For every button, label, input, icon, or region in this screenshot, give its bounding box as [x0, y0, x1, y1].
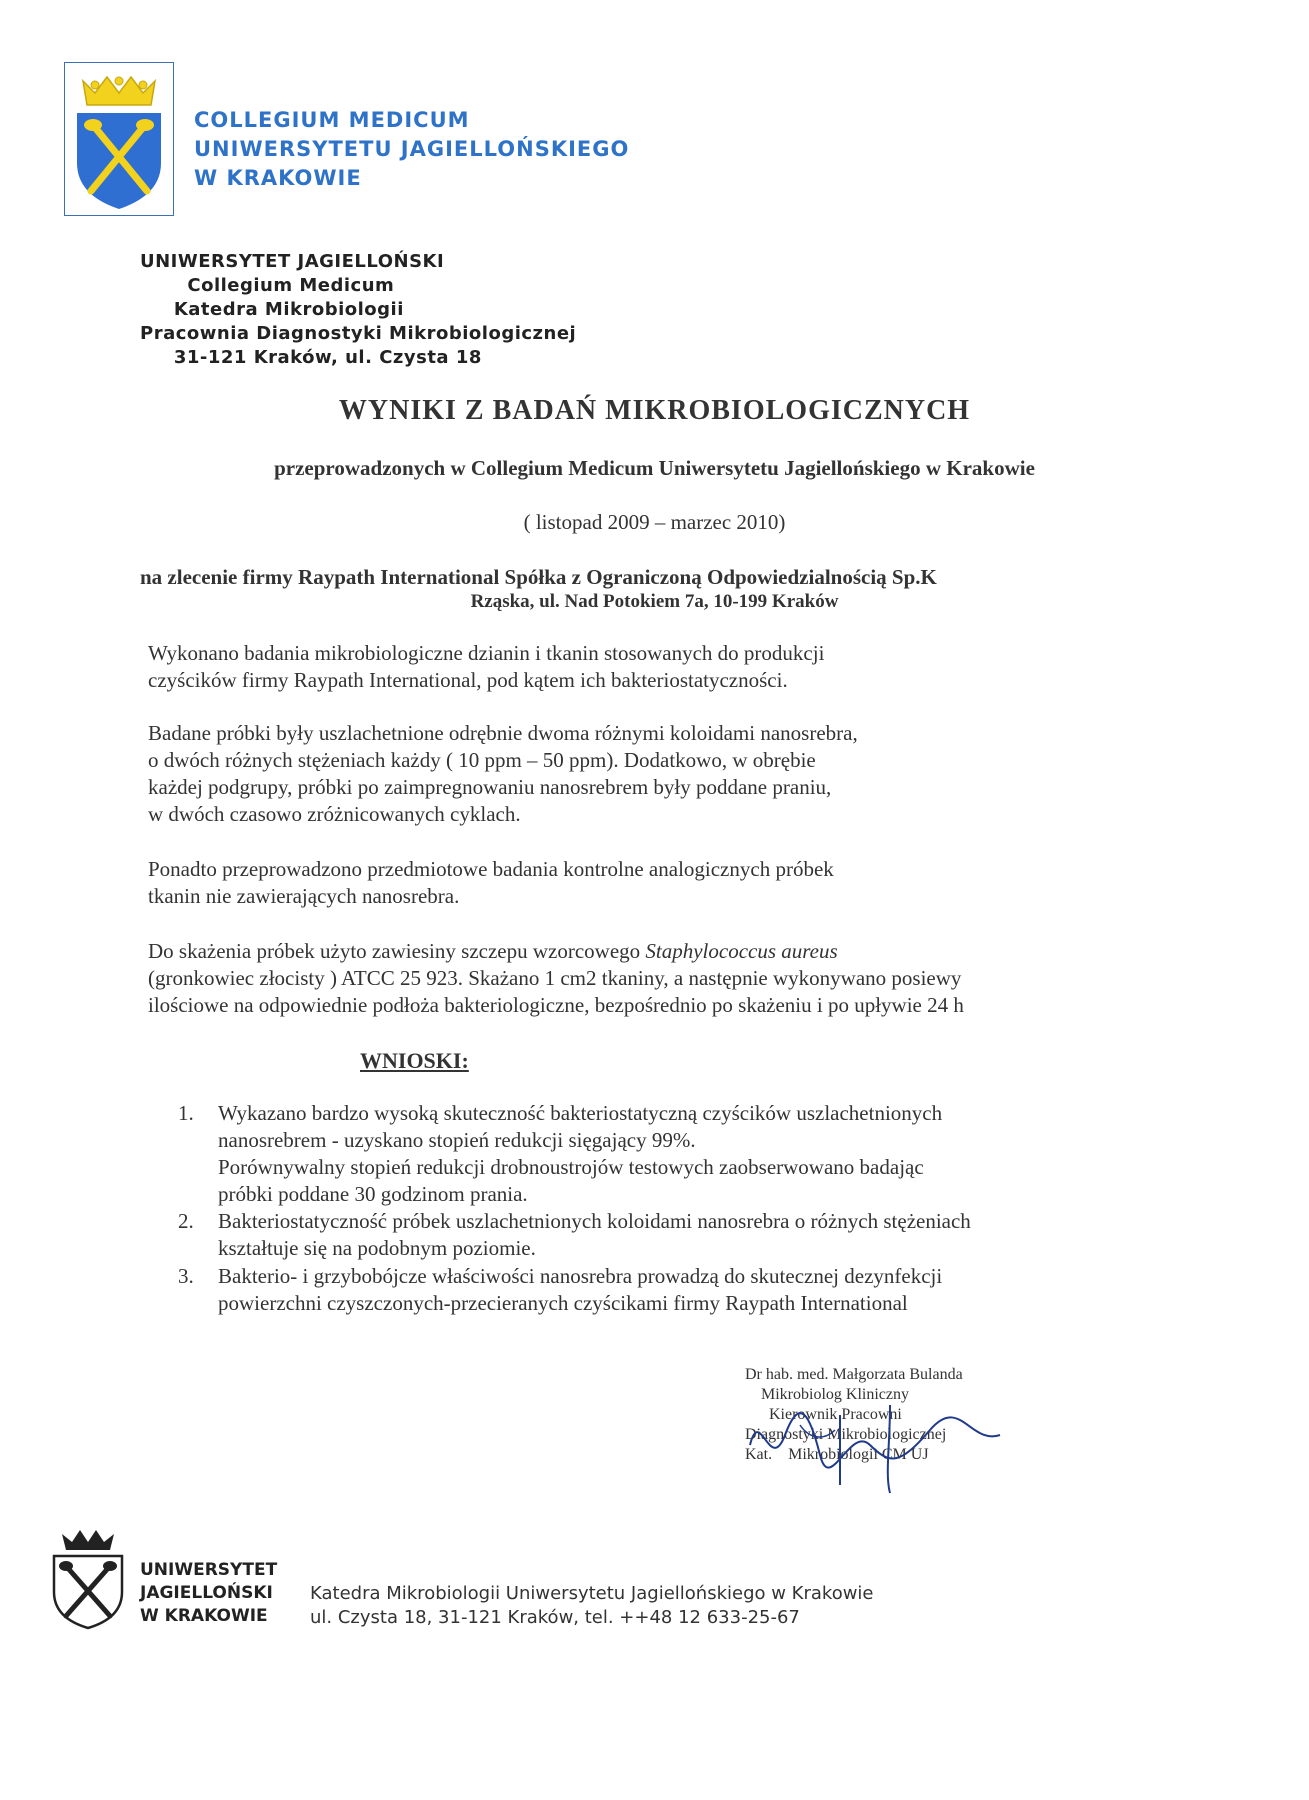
- paragraph-line: Wykonano badania mikrobiologiczne dzianin i tkanin stosowanych do produkcji: [148, 641, 825, 665]
- footer-name-line: W KRAKOWIE: [140, 1606, 268, 1626]
- paragraph-line: ilościowe na odpowiednie podłoża bakteriologiczne, bezpośrednio po skażeniu i po upływie 24 h: [148, 993, 964, 1017]
- client-address: Rząska, ul. Nad Potokiem 7a, 10-199 Kraków: [470, 591, 839, 612]
- document-subtitle: przeprowadzonych w Collegium Medicum Uniwersytetu Jagiellońskiego w Krakowie: [274, 456, 1035, 480]
- stamp-line: Diagnostyki Mikrobiologicznej: [745, 1426, 947, 1443]
- footer-university-name: [140, 1559, 277, 1628]
- footer-crest: [48, 1520, 128, 1630]
- conclusion-line: nanosrebrem - uzyskano stopień redukcji sięgający 99%.: [218, 1128, 696, 1152]
- address-line: Katedra Mikrobiologii: [140, 299, 404, 320]
- conclusion-item: [178, 1263, 1128, 1319]
- conclusion-number: 1.: [178, 1101, 194, 1125]
- document-title: WYNIKI Z BADAŃ MIKROBIOLOGICZNYCH: [338, 395, 971, 426]
- logo-line-3: W KRAKOWIE: [194, 166, 362, 190]
- logo-line-2: UNIWERSYTETU JAGIELLOŃSKIEGO: [194, 137, 630, 161]
- footer-name-line: UNIWERSYTET: [140, 1560, 278, 1580]
- conclusion-line: próbki poddane 30 godzinom prania.: [218, 1182, 528, 1206]
- paragraph-scope: [148, 640, 1128, 694]
- crest-icon: [65, 63, 173, 215]
- crest-logo-frame: [64, 62, 174, 216]
- address-line: Pracownia Diagnostyki Mikrobiologicznej: [140, 323, 577, 344]
- study-period: ( listopad 2009 – marzec 2010): [523, 510, 786, 534]
- conclusion-number: 2.: [178, 1209, 194, 1233]
- footer-address-line: ul. Czysta 18, 31-121 Kraków, tel. ++48 12 633-25-67: [310, 1607, 800, 1628]
- stamp-line: Kat. Mikrobiologii CM UJ: [745, 1446, 929, 1463]
- stamp-line: Kierownik Pracowni: [745, 1406, 902, 1423]
- paragraph-line: Ponadto przeprowadzono przedmiotowe badania kontrolne analogicznych próbek: [148, 857, 834, 881]
- paragraph-line: tkanin nie zawierających nanosrebra.: [148, 884, 460, 908]
- sender-address: [140, 250, 576, 370]
- paragraph-line: o dwóch różnych stężeniach każdy ( 10 ppm – 50 ppm). Dodatkowo, w obrębie: [148, 748, 816, 772]
- paragraph-line: (gronkowiec złocisty ) ATCC 25 923. Skażano 1 cm2 tkaniny, a następnie wykonywano posiewy: [148, 966, 962, 990]
- university-crest-icon: [48, 1520, 128, 1630]
- conclusion-line: Porównywalny stopień redukcji drobnoustrojów testowych zaobserwowano badając: [218, 1155, 924, 1179]
- paragraph-control: [148, 856, 1128, 910]
- paragraph-line: każdej podgrupy, próbki po zaimpregnowaniu nanosrebrem były poddane praniu,: [148, 775, 832, 799]
- paragraph-line: w dwóch czasowo zróżnicowanych cyklach.: [148, 802, 521, 826]
- conclusion-line: Wykazano bardzo wysoką skuteczność bakteriostatyczną czyścików uszlachetnionych: [218, 1101, 943, 1125]
- conclusions-heading: WNIOSKI:: [360, 1048, 469, 1073]
- address-line: 31-121 Kraków, ul. Czysta 18: [140, 347, 482, 368]
- paragraph-method: [148, 938, 1128, 1019]
- stamp-line: Mikrobiolog Kliniczny: [745, 1386, 909, 1403]
- paragraph-line: [148, 938, 1128, 965]
- bacteria-name: Staphylococcus aureus: [645, 939, 838, 963]
- footer-address-line: Katedra Mikrobiologii Uniwersytetu Jagiellońskiego w Krakowie: [310, 1583, 874, 1604]
- handwritten-signature: [740, 1385, 1030, 1495]
- address-line: Collegium Medicum: [140, 275, 395, 296]
- institution-logo-text: [194, 106, 629, 193]
- paragraph-samples: [148, 720, 1128, 828]
- address-line: UNIWERSYTET JAGIELLOŃSKI: [140, 251, 445, 272]
- client-line: na zlecenie firmy Raypath International Spółka z Ograniczoną Odpowiedzialnością Sp.K: [140, 565, 937, 589]
- conclusion-line: Bakterio- i grzybobójcze właściwości nanosrebra prowadzą do skutecznej dezynfekcji: [218, 1264, 943, 1288]
- conclusion-line: kształtuje się na podobnym poziomie.: [218, 1236, 536, 1260]
- conclusion-number: 3.: [178, 1264, 194, 1288]
- paragraph-line: Badane próbki były uszlachetnione odrębnie dwoma różnymi koloidami nanosrebra,: [148, 721, 858, 745]
- stamp-line: Dr hab. med. Małgorzata Bulanda: [745, 1366, 963, 1383]
- conclusion-item: [178, 1100, 1128, 1210]
- conclusion-item: [178, 1208, 1128, 1264]
- conclusion-line: powierzchni czyszczonych-przecieranych czyścikami firmy Raypath International: [218, 1291, 908, 1315]
- paragraph-line: czyścików firmy Raypath International, pod kątem ich bakteriostatyczności.: [148, 668, 788, 692]
- footer-name-line: JAGIELLOŃSKI: [140, 1583, 273, 1603]
- paragraph-text: Do skażenia próbek użyto zawiesiny szczepu wzorcowego: [148, 939, 646, 963]
- logo-line-1: COLLEGIUM MEDICUM: [194, 108, 470, 132]
- footer-address: [310, 1582, 874, 1630]
- conclusion-line: Bakteriostatyczność próbek uszlachetnionych koloidami nanosrebra o różnych stężeniach: [218, 1209, 971, 1233]
